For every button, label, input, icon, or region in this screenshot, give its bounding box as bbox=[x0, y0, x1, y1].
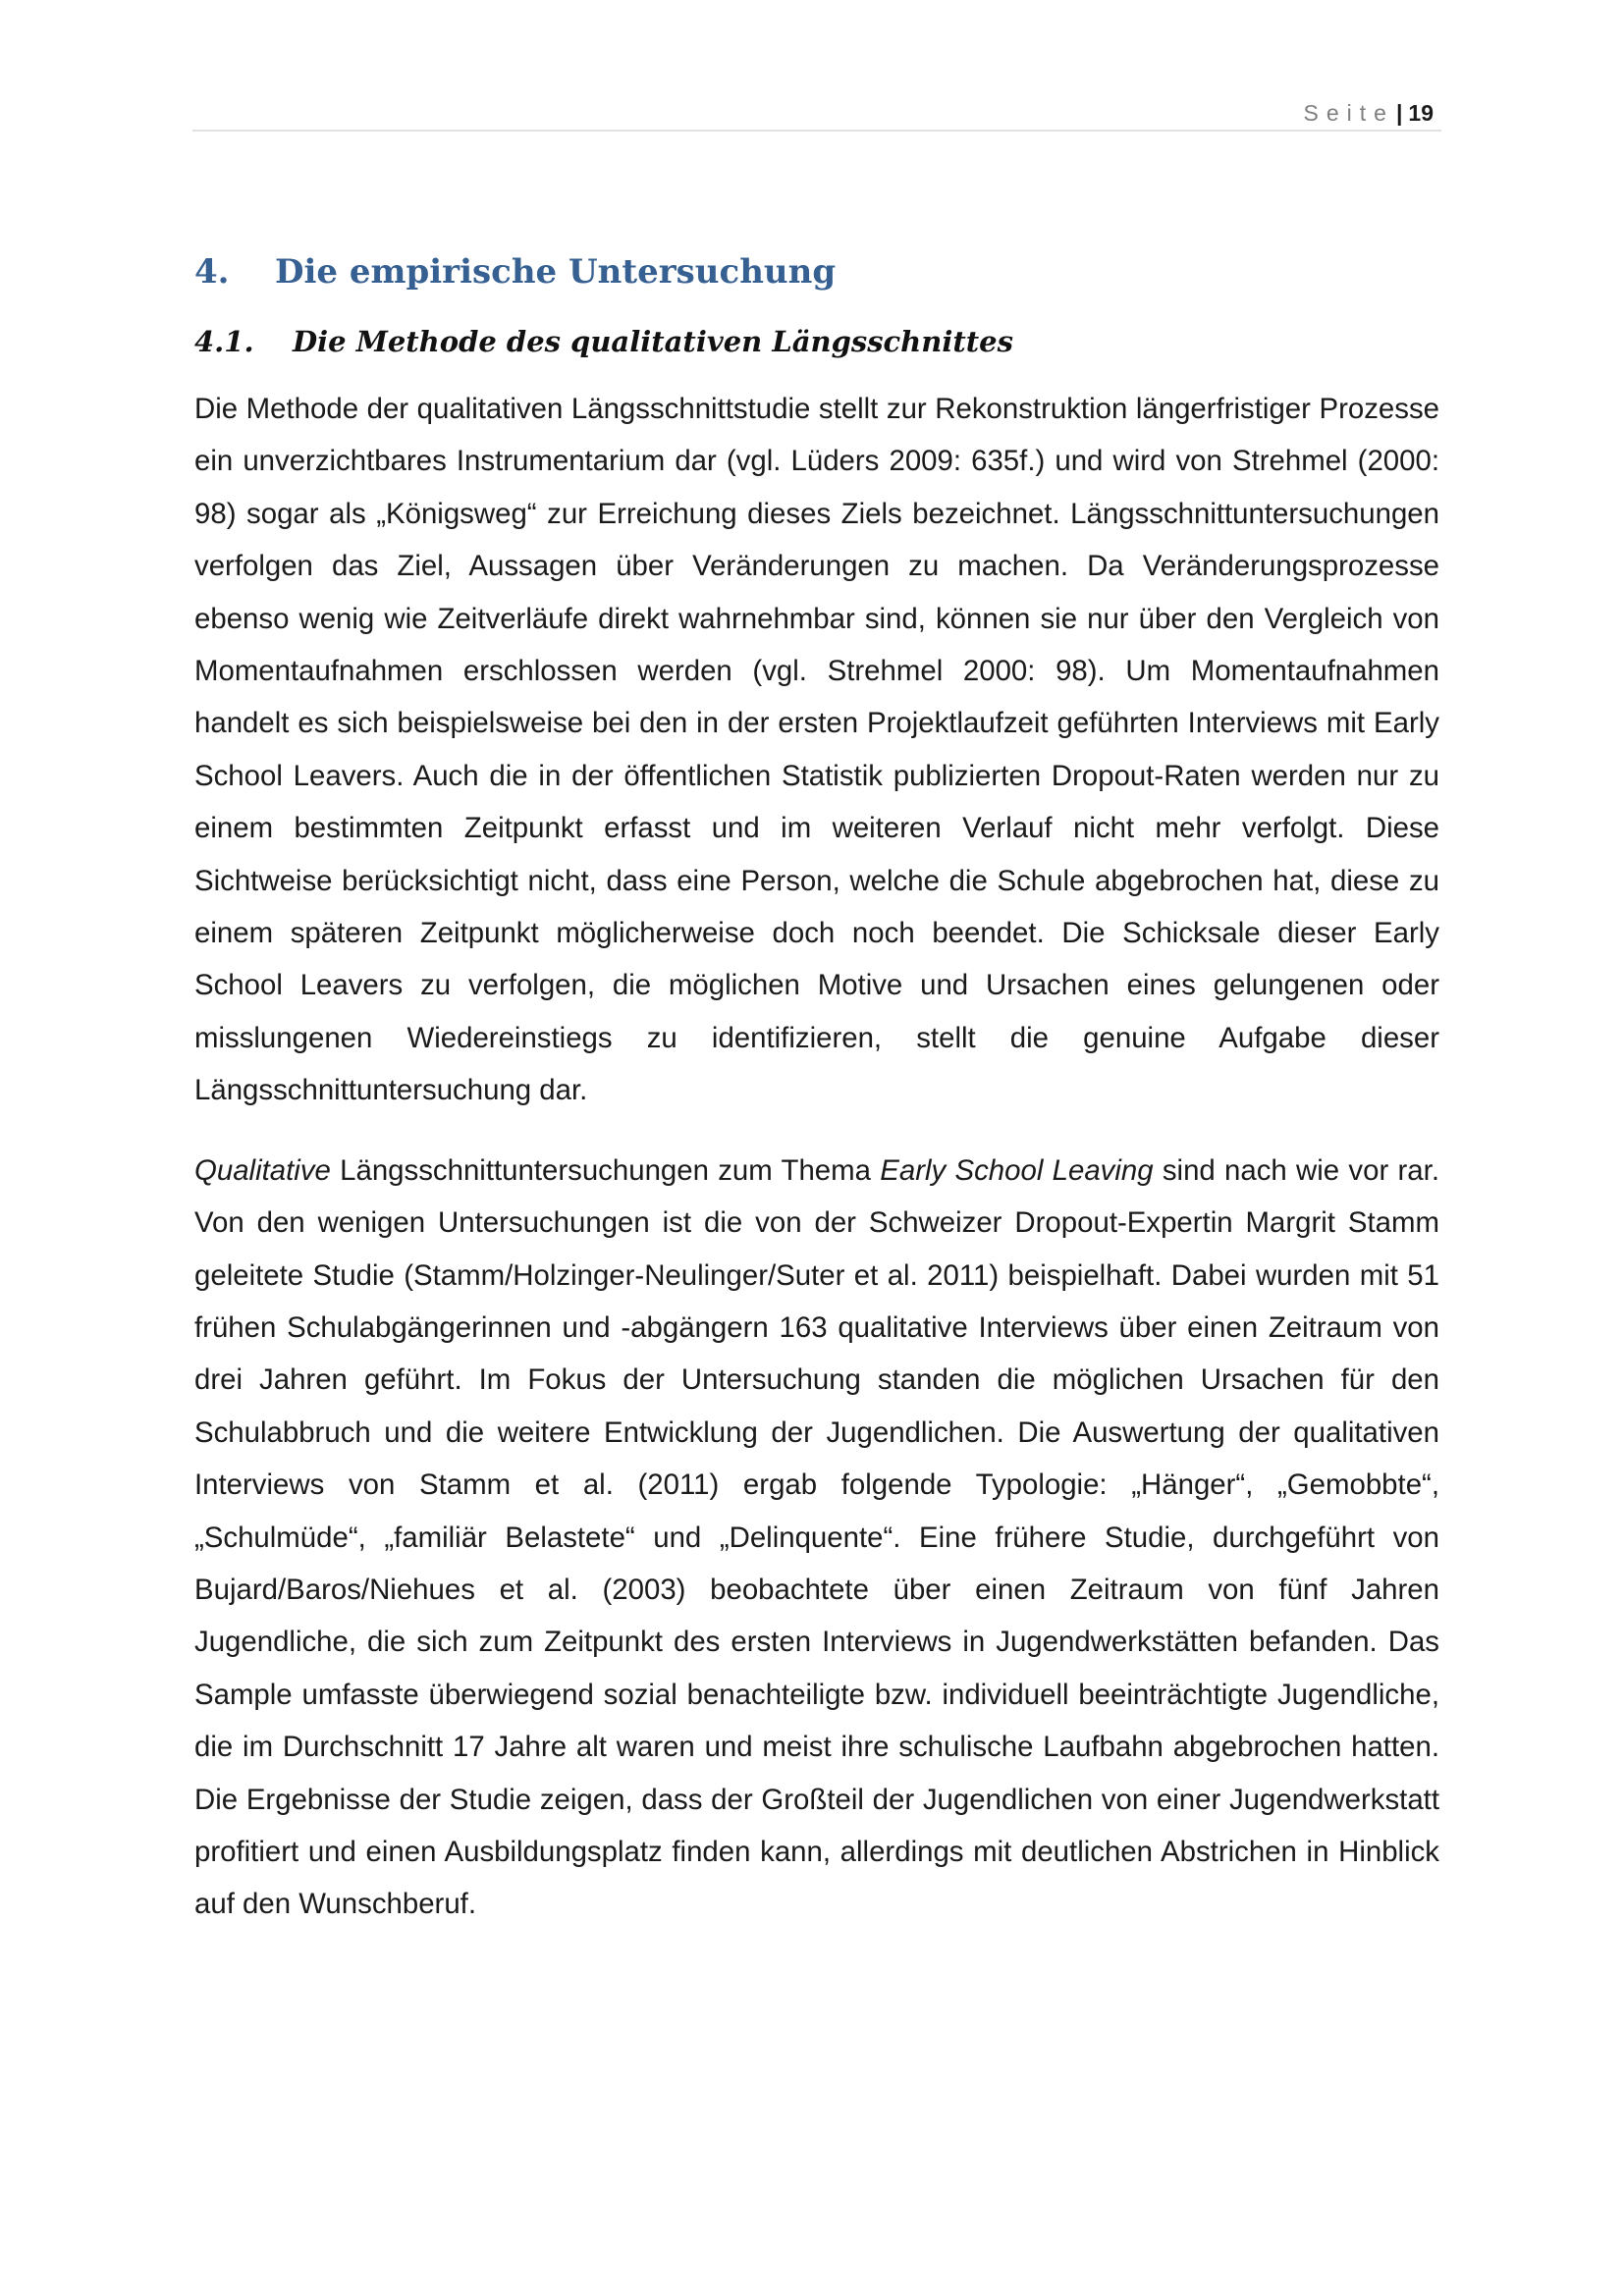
section-heading bbox=[194, 245, 1439, 298]
paragraph-2-segment-1: Längsschnittuntersuchungen zum Thema bbox=[330, 1153, 881, 1187]
subsection-number: 4.1. bbox=[194, 325, 254, 358]
subsection-heading bbox=[194, 322, 1439, 361]
page-header bbox=[192, 94, 1441, 132]
emphasis-qualitative: Qualitative bbox=[194, 1153, 331, 1187]
page-separator: | bbox=[1395, 100, 1403, 126]
subsection-title: Die Methode des qualitativen Längsschnittes bbox=[293, 325, 1013, 358]
emphasis-early-school-leaving: Early School Leaving bbox=[880, 1153, 1154, 1187]
paragraph-2-segment-2: sind nach wie vor rar. Von den wenigen Untersuchungen ist die von der Schweizer Dropout-Expertin Margrit Stamm geleitete Studie (Stamm/Holzinger-Neulinger/Suter et al. 2011) beispielhaft. Dabei wurden mit 51 frühen Schulabgängerinnen und -abgängern 163 qualitative Interviews über einen Zeitraum von drei Jahren geführt. Im Fokus der Untersuchung standen die möglichen Ursachen für den Schulabbruch und die weitere Entwicklung der Jugendlichen. Die Auswertung der qualitativen Interviews von Stamm et al. (2011) ergab folgende Typologie: „Hänger“, „Gemobbte“, „Schulmüde“, „familiär Belastete“ und „Delinquente“. Eine frühere Studie, durchgeführt von Bujard/Baros/Niehues et al. (2003) beobachtete über einen Zeitraum von fünf Jahren Jugendliche, die sich zum Zeitpunkt des ersten Interviews in Jugendwerkstätten befanden. Das Sample umfasste überwiegend sozial benachteiligte bzw. individuell beeinträchtigte Jugendliche, die im Durchschnitt 17 Jahre alt waren und meist ihre schulische Laufbahn abgebrochen hatten. Die Ergebnisse der Studie zeigen, dass der Großteil der Jugendlichen von einer Jugendwerkstatt profitiert und einen Ausbildungsplatz finden kann, allerdings mit deutlichen Abstrichen in Hinblick auf den Wunschberuf. bbox=[194, 1153, 1439, 1921]
page-number: 19 bbox=[1408, 100, 1434, 126]
page-number-label bbox=[1304, 98, 1434, 128]
paragraph-1: Die Methode der qualitativen Längsschnittstudie stellt zur Rekonstruktion längerfristiger Prozesse ein unverzichtbares Instrumentarium dar (vgl. Lüders 2009: 635f.) und wird von Strehmel (2000: 98) sogar als „Königsweg“ zur Erreichung dieses Ziels bezeichnet. Längsschnittuntersuchungen verfolgen das Ziel, Aussagen über Veränderungen zu machen. Da Veränderungsprozesse ebenso wenig wie Zeitverläufe direkt wahrnehmbar sind, können sie nur über den Vergleich von Momentaufnahmen erschlossen werden (vgl. Strehmel 2000: 98). Um Momentaufnahmen handelt es sich beispielsweise bei den in der ersten Projektlaufzeit geführten Interviews mit Early School Leavers. Auch die in der öffentlichen Statistik publizierten Dropout-Raten werden nur zu einem bestimmten Zeitpunkt erfasst und im weiteren Verlauf nicht mehr verfolgt. Diese Sichtweise berücksichtigt nicht, dass eine Person, welche die Schule abgebrochen hat, diese zu einem späteren Zeitpunkt möglicherweise doch noch beendet. Die Schicksale dieser Early School Leavers zu verfolgen, die möglichen Motive und Ursachen eines gelungenen oder misslungenen Wiedereinstiegs zu identifizieren, stellt die genuine Aufgabe dieser Längsschnittuntersuchung dar. bbox=[194, 393, 1439, 1107]
section-number: 4. bbox=[194, 252, 230, 292]
document-body bbox=[194, 245, 1439, 1931]
section-title: Die empirische Untersuchung bbox=[275, 252, 837, 292]
page-label: Seite bbox=[1303, 100, 1394, 126]
paragraph-2 bbox=[194, 1145, 1439, 1931]
